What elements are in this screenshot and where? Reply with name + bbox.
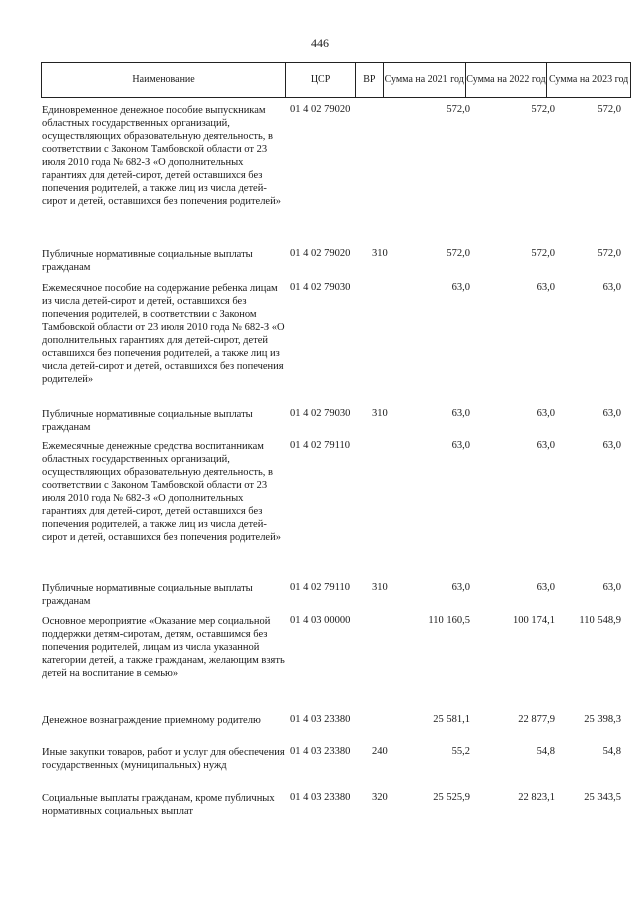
row-sum-2023: 25 343,5 (584, 792, 621, 803)
row-sum-2021: 63,0 (451, 440, 470, 451)
row-sum-2022: 63,0 (536, 582, 555, 593)
row-sum-2023: 63,0 (602, 440, 621, 451)
row-csr: 01 4 02 79110 (290, 440, 350, 451)
row-sum-2021: 25 581,1 (433, 714, 470, 725)
row-sum-2022: 54,8 (536, 746, 555, 757)
header-sum-2023: Сумма на 2023 год (549, 74, 629, 86)
header-csr: ЦСР (286, 63, 356, 97)
row-name: Социальные выплаты гражданам, кроме публичных нормативных социальных выплат (42, 793, 275, 817)
row-sum-2022: 572,0 (531, 248, 555, 259)
row-sum-2023: 63,0 (602, 282, 621, 293)
row-vr: 310 (372, 582, 388, 593)
row-sum-2023: 63,0 (602, 408, 621, 419)
row-sum-2023: 63,0 (602, 582, 621, 593)
row-vr: 240 (372, 746, 388, 757)
table-header (41, 62, 631, 98)
row-csr: 01 4 02 79030 (290, 408, 351, 419)
row-vr: 310 (372, 408, 388, 419)
row-name: Основное мероприятие «Оказание мер социальной поддержки детям-сиротам, детям, оставшимся без попечения родителей, лицам из числа указанной категории детей, а также гражданам, желающим взять детей на воспитание в семью» (42, 616, 285, 679)
row-sum-2021: 63,0 (451, 582, 470, 593)
row-name: Публичные нормативные социальные выплаты гражданам (42, 249, 253, 273)
row-csr: 01 4 03 23380 (290, 792, 351, 803)
row-name: Единовременное денежное пособие выпускникам областных государственных организаций, осуществляющих образовательную деятельность, в соответствии с Законом Тамбовской области от 23 июля 2010 года № 682-З «О дополнительных гарантиях для детей-сирот, детей оставшихся без попечения родителей, а также лиц из числа детей-сирот и детей, оставшихся без попечения родителей» (42, 105, 281, 207)
row-name: Ежемесячные денежные средства воспитанникам областных государственных организаций, осуществляющих образовательную деятельность, в соответствии с Законом Тамбовской области от 23 июля 2010 года № 682-З «О дополнительных гарантиях для детей-сирот, детей оставшихся без попечения родителей, а также лиц из числа детей-сирот и детей, оставшихся без попечения родителей» (42, 441, 281, 543)
row-sum-2021: 572,0 (446, 248, 470, 259)
header-name: Наименование (42, 63, 286, 97)
row-vr: 310 (372, 248, 388, 259)
row-sum-2022: 63,0 (536, 440, 555, 451)
row-csr: 01 4 03 23380 (290, 714, 351, 725)
row-sum-2022: 22 823,1 (518, 792, 555, 803)
row-csr: 01 4 02 79030 (290, 282, 351, 293)
header-sum-2022: Сумма на 2022 год (466, 63, 548, 97)
row-csr: 01 4 03 00000 (290, 615, 351, 626)
row-sum-2023: 572,0 (597, 248, 621, 259)
row-name: Денежное вознаграждение приемному родителю (42, 715, 261, 726)
row-csr: 01 4 02 79020 (290, 104, 351, 115)
row-sum-2023: 110 548,9 (579, 615, 621, 626)
row-sum-2021: 55,2 (451, 746, 470, 757)
row-csr: 01 4 02 79020 (290, 248, 351, 259)
row-sum-2023: 25 398,3 (584, 714, 621, 725)
row-sum-2022: 63,0 (536, 282, 555, 293)
row-sum-2021: 63,0 (451, 282, 470, 293)
row-name: Иные закупки товаров, работ и услуг для обеспечения государственных (муниципальных) нужд (42, 747, 285, 771)
row-csr: 01 4 03 23380 (290, 746, 351, 757)
row-sum-2021: 25 525,9 (433, 792, 470, 803)
row-sum-2022: 100 174,1 (513, 615, 555, 626)
row-sum-2023: 54,8 (602, 746, 621, 757)
row-sum-2021: 110 160,5 (428, 615, 470, 626)
header-sum-2021: Сумма на 2021 год (384, 63, 466, 97)
row-vr: 320 (372, 792, 388, 803)
header-vr: ВР (356, 63, 384, 97)
row-sum-2022: 22 877,9 (518, 714, 555, 725)
row-name: Публичные нормативные социальные выплаты гражданам (42, 583, 253, 607)
row-csr: 01 4 02 79110 (290, 582, 350, 593)
row-name: Публичные нормативные социальные выплаты гражданам (42, 409, 253, 433)
row-sum-2022: 572,0 (531, 104, 555, 115)
row-sum-2021: 572,0 (446, 104, 470, 115)
row-sum-2023: 572,0 (597, 104, 621, 115)
row-sum-2022: 63,0 (536, 408, 555, 419)
page-number: 446 (311, 36, 329, 50)
row-sum-2021: 63,0 (451, 408, 470, 419)
row-name: Ежемесячное пособие на содержание ребенка лицам из числа детей-сирот и детей, оставшихся без попечения родителей, в соответствии с Законом Тамбовской области от 23 июля 2010 года № 682-З «О дополнительных гарантиях для детей-сирот, детей оставшихся без попечения родителей, а также лиц из числа детей-сирот и детей, оставшихся без попечения родителей» (42, 283, 285, 385)
